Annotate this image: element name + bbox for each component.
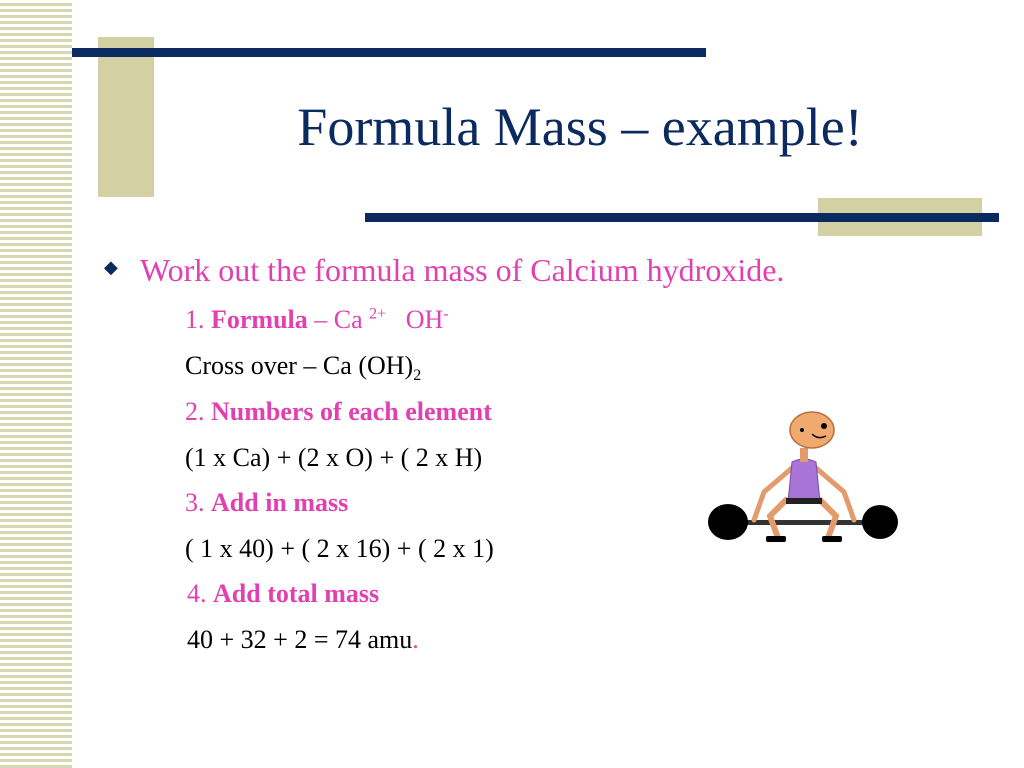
decor-block-left <box>98 37 154 197</box>
eye <box>821 423 827 429</box>
total-line <box>187 625 419 655</box>
crossover-subscript: 2 <box>413 367 422 385</box>
leg-right <box>820 500 836 538</box>
slide-title: Formula Mass – example! <box>297 97 863 157</box>
total-expression: 40 + 32 + 2 = 74 <box>187 625 368 654</box>
diamond-bullet-icon: ◆ <box>104 257 118 277</box>
striped-left-border <box>0 0 72 768</box>
torso-shirt <box>788 459 820 502</box>
decor-line-top <box>72 48 706 57</box>
step-4-label: Add total mass <box>213 579 380 608</box>
step-3-masses <box>185 488 348 518</box>
shoe-right <box>822 536 842 542</box>
total-unit: amu <box>367 625 413 654</box>
step-1-label: Formula <box>211 305 308 334</box>
elements-line <box>185 443 482 473</box>
step-3-number: 3. <box>185 488 205 517</box>
step-2-numbers <box>185 397 492 427</box>
step-2-label: Numbers of each element <box>211 397 492 426</box>
step-3-label: Add in mass <box>211 488 349 517</box>
crossover-text: Cross over – Ca (OH) <box>185 351 414 380</box>
elements-text: (1 x Ca) + (2 x O) + ( 2 x H) <box>185 443 483 472</box>
step-1-ca: – Ca <box>307 305 370 334</box>
head <box>790 412 834 448</box>
step-1-formula <box>185 305 449 335</box>
ca-charge: 2+ <box>369 305 387 323</box>
ear-dot <box>800 428 804 432</box>
masses-line <box>185 534 494 564</box>
neck <box>800 448 808 462</box>
shoe-left <box>766 536 786 542</box>
total-period: . <box>412 625 419 654</box>
barbell-bar <box>724 520 886 525</box>
crossover-line <box>185 351 421 385</box>
belt <box>786 498 822 504</box>
decor-line-bottom <box>365 213 999 222</box>
barbell-weight-right <box>862 505 898 539</box>
step-4-number: 4. <box>187 579 207 608</box>
step-4-total <box>187 579 379 609</box>
bullet-item <box>104 252 784 289</box>
oh-ion: OH <box>405 305 444 334</box>
barbell-weight-left <box>708 504 748 540</box>
bullet-text: Work out the formula mass of Calcium hydroxide. <box>140 252 785 288</box>
weightlifter-illustration <box>704 404 904 554</box>
leg-left <box>770 500 786 538</box>
masses-text: ( 1 x 40) + ( 2 x 16) + ( 2 x 1) <box>185 534 494 563</box>
step-1-number: 1. <box>185 305 205 334</box>
oh-charge: - <box>443 305 449 323</box>
step-2-number: 2. <box>185 397 205 426</box>
